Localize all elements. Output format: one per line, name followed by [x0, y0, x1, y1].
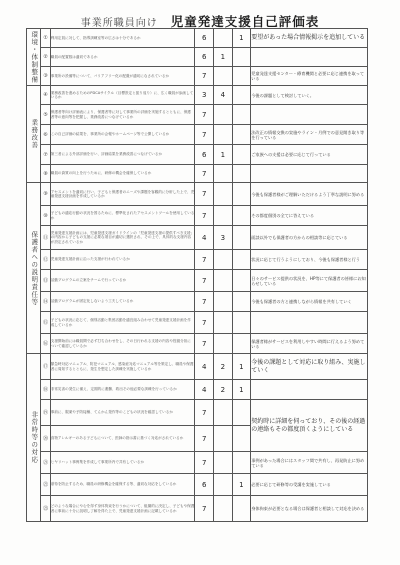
table-row	[27, 250, 368, 270]
row-number: ⑨	[41, 183, 50, 206]
yes-count: 7	[195, 400, 214, 426]
table-row	[27, 380, 368, 400]
comment: 日々のサービス提供の状況を、HP等にて保護者の皆様にお知らせしている	[251, 270, 368, 292]
yes-count: 7	[195, 105, 214, 125]
table-row	[27, 292, 368, 312]
question-text: 業務改善を進めるためのPDCAサイクル（目標設定と振り返り）に、広く職員が参画しているか	[50, 86, 195, 105]
unknown-count: 1	[232, 354, 251, 380]
unknown-count	[232, 400, 251, 426]
table-row	[27, 183, 368, 206]
no-count	[214, 250, 233, 270]
no-count	[214, 165, 233, 183]
row-number: ⑮	[41, 312, 50, 334]
table-row	[27, 145, 368, 165]
unknown-count	[232, 183, 251, 206]
question-text: 第三者による外部評価を行い、評価結果を業務改善につなげているか	[50, 145, 195, 165]
category-label: 非常時等の対応	[27, 354, 41, 522]
comment: 保護者様がサービスを利用しやすい時間に行えるよう努めている	[251, 334, 368, 354]
question-text: 職員の配置数は適切であるか	[50, 48, 195, 67]
question-text: この自己評価の結果を、事業所の会報やホームページ等で公開しているか	[50, 125, 195, 145]
category-label: 環境・体制整備	[27, 29, 41, 86]
unknown-count	[232, 270, 251, 292]
comment	[251, 312, 368, 334]
yes-count: 7	[195, 292, 214, 312]
no-count: 1	[214, 48, 233, 67]
no-count	[214, 292, 233, 312]
title-main: 児童発達支援自己評価表	[170, 14, 320, 29]
row-number: ⑭	[41, 292, 50, 312]
comment: 必要に応じて研修等の受講を実施している	[251, 474, 368, 496]
comment: 今後も保護者様がご理解いただけるよう丁寧な説明に努める	[251, 183, 368, 206]
unknown-count	[232, 145, 251, 165]
comment	[251, 48, 368, 67]
no-count	[214, 206, 233, 226]
yes-count: 7	[195, 426, 214, 452]
question-text: 児童発達支援計画には、児童発達支援ガイドラインの「児童発達支援の提供すべき支援」の内容から子どもの支援に必要な項目が適切に選択され、その上で、具体的な支援内容が設定されているか	[50, 226, 195, 250]
unknown-count	[232, 452, 251, 474]
table-row	[27, 226, 368, 250]
row-number: ⑳	[41, 426, 50, 452]
no-count	[214, 426, 233, 452]
table-row	[27, 48, 368, 67]
unknown-count	[232, 125, 251, 145]
question-text: 活動プログラムが固定化しないよう工夫しているか	[50, 292, 195, 312]
comment: 法改正の情報交換の実施やライン・月例での意見聞き取り等を行っている	[251, 125, 368, 145]
no-count	[214, 105, 233, 125]
no-count	[214, 452, 233, 474]
question-text: 子どもの状況に応じて、個別活動と集団活動を適宜組み合わせて児童発達支援計画を作成しているか	[50, 312, 195, 334]
yes-count: 7	[195, 250, 214, 270]
category-label: 保護者への説明責任等	[27, 183, 41, 354]
row-number: ⑲	[41, 400, 50, 426]
no-count	[214, 183, 233, 206]
table-row	[27, 270, 368, 292]
comment: 状況に応じて行うようにしており、今後も保護者様と行う	[251, 250, 368, 270]
table-row	[27, 206, 368, 226]
no-count	[214, 334, 233, 354]
yes-count: 4	[195, 354, 214, 380]
unknown-count	[232, 86, 251, 105]
no-count	[214, 29, 233, 48]
no-count	[214, 496, 233, 522]
unknown-count	[232, 105, 251, 125]
question-text: 非常災害の発生に備え、定期的に避難、救出その他必要な訓練を行っているか	[50, 380, 195, 400]
unknown-count	[232, 334, 251, 354]
row-number: ②	[41, 48, 50, 67]
unknown-count	[232, 206, 251, 226]
row-number: ㉓	[41, 496, 50, 522]
unknown-count	[232, 165, 251, 183]
no-count	[214, 125, 233, 145]
table-row	[27, 125, 368, 145]
yes-count: 7	[195, 452, 214, 474]
no-count	[214, 400, 233, 426]
question-text: 子どもの適応行動の状況を図るために、標準化されたアセスメントツールを使用しているか	[50, 206, 195, 226]
comment: その都度個別の全てに答えている	[251, 206, 368, 226]
table-row	[27, 334, 368, 354]
comment: 今後の課題として対応に取り組み、実施していく	[251, 354, 368, 380]
category-label: 業務改善	[27, 86, 41, 183]
row-number: ⑧	[41, 165, 50, 183]
unknown-count: 1	[232, 380, 251, 400]
row-number: ⑦	[41, 145, 50, 165]
row-number: ④	[41, 86, 50, 105]
comment: 児童発達支援センター・療育機関と必要に応じ連携を取っている	[251, 67, 368, 86]
row-number: ⑰	[41, 354, 50, 380]
table-row	[27, 67, 368, 86]
row-number: ⑥	[41, 125, 50, 145]
comment	[251, 380, 368, 400]
yes-count: 6	[195, 474, 214, 496]
row-number: ⑤	[41, 105, 50, 125]
yes-count: 7	[195, 183, 214, 206]
unknown-count	[232, 48, 251, 67]
table-row	[27, 29, 368, 48]
table-row	[27, 312, 368, 334]
yes-count: 7	[195, 270, 214, 292]
table-row	[27, 354, 368, 380]
row-number: ⑱	[41, 380, 50, 400]
comment	[251, 105, 368, 125]
yes-count: 7	[195, 67, 214, 86]
row-number: ③	[41, 67, 50, 86]
unknown-count	[232, 426, 251, 452]
yes-count: 7	[195, 334, 214, 354]
row-number: ㉑	[41, 452, 50, 474]
question-text: 虐待を防止するため、職員の研修機会を確保する等、適切な対応をしているか	[50, 474, 195, 496]
question-text: ヒヤリハット事例集を作成して事業所内で共有しているか	[50, 452, 195, 474]
yes-count: 4	[195, 226, 214, 250]
comment: 面談以外でも保護者の方からの相談等に応じている	[251, 226, 368, 250]
comment: 事例があった場合にはスタッフ間で共有し、再発防止に努めている	[251, 452, 368, 474]
question-text: 事前に、服薬や予防接種、てんかん発作等のこどもの状況を確認しているか	[50, 400, 195, 426]
unknown-count	[232, 292, 251, 312]
question-text: 支援開始前には職員間で必ず打ち合わせをし、その日行われる支援の内容や役割分担について確認しているか	[50, 334, 195, 354]
question-text: アセスメントを適切に行い、子どもと保護者のニーズや課題を客観的に分析した上で、児童発達支援計画を作成しているか	[50, 183, 195, 206]
question-text: 職員の資質の向上を行うために、研修の機会を確保しているか	[50, 165, 195, 183]
yes-count: 6	[195, 48, 214, 67]
yes-count: 7	[195, 312, 214, 334]
no-count	[214, 270, 233, 292]
yes-count: 7	[195, 206, 214, 226]
table-row	[27, 474, 368, 496]
row-number: ⑫	[41, 250, 50, 270]
comment: 要望があった場合情報掲示を追加している	[251, 29, 368, 48]
yes-count: 6	[195, 145, 214, 165]
unknown-count	[232, 226, 251, 250]
yes-count: 4	[195, 380, 214, 400]
question-text: 児童発達支援計画に沿った支援が行われているか	[50, 250, 195, 270]
comment	[251, 165, 368, 183]
question-text: 活動プログラムの立案をチームで行っているか	[50, 270, 195, 292]
unknown-count: 1	[232, 29, 251, 48]
evaluation-table	[26, 28, 368, 522]
unknown-count	[232, 496, 251, 522]
row-number: ①	[41, 29, 50, 48]
unknown-count: 1	[232, 474, 251, 496]
table-row	[27, 496, 368, 522]
row-number: ⑯	[41, 334, 50, 354]
table-row	[27, 165, 368, 183]
no-count	[214, 474, 233, 496]
comment: ご家族への支援は必要に応じて行っている	[251, 145, 368, 165]
table-row	[27, 452, 368, 474]
row-number: ⑬	[41, 270, 50, 292]
unknown-count	[232, 250, 251, 270]
question-text: 食物アレルギーのある子どもについて、医師の指示書に基づく対応がされているか	[50, 426, 195, 452]
yes-count: 6	[195, 29, 214, 48]
unknown-count	[232, 67, 251, 86]
no-count: 2	[214, 354, 233, 380]
table-row	[27, 105, 368, 125]
yes-count: 7	[195, 496, 214, 522]
question-text: 利用定員に対して、指導訓練室等の広さは十分であるか	[50, 29, 195, 48]
question-text: 事業所の設備等について、バリアフリー化の配慮が適切になされているか	[50, 67, 195, 86]
no-count: 1	[214, 145, 233, 165]
table-row	[27, 86, 368, 105]
no-count	[214, 312, 233, 334]
comment: 身体拘束が必要となる場合は保護者と相談して対応を決める	[251, 496, 368, 522]
row-number: ⑩	[41, 206, 50, 226]
no-count: 4	[214, 86, 233, 105]
comment: 今後も保護者の方と連携しながら情報を共有していく	[251, 292, 368, 312]
title-prefix: 事業所職員向け	[80, 18, 158, 29]
yes-count: 7	[195, 165, 214, 183]
comment: 契約時に詳細を伺っており、その後の経過の連絡もその都度頂くようにしている	[251, 400, 368, 452]
table-row	[27, 400, 368, 426]
no-count: 3	[214, 226, 233, 250]
comment: 今後の課題として検討していく。	[251, 86, 368, 105]
row-number: ㉒	[41, 474, 50, 496]
yes-count: 7	[195, 125, 214, 145]
question-text: 緊急時対応マニュアル、防犯マニュアル、感染症対応マニュアル等を策定し、職員や保護者に周知するとともに、発生を想定した訓練を実施しているか	[50, 354, 195, 380]
question-text: どのような場合にやむを得ず身体拘束を行うかについて、組織的に決定し、子どもや保護者に事前に十分に説明し了解を得た上で、児童発達支援計画に記載しているか	[50, 496, 195, 522]
no-count	[214, 67, 233, 86]
unknown-count	[232, 312, 251, 334]
question-text: 保護者等向け評価表により、保護者等に対して事業所の評価を実施するとともに、保護者等の意向等を把握し、業務改善につなげているか	[50, 105, 195, 125]
no-count: 2	[214, 380, 233, 400]
yes-count: 3	[195, 86, 214, 105]
row-number: ⑪	[41, 226, 50, 250]
